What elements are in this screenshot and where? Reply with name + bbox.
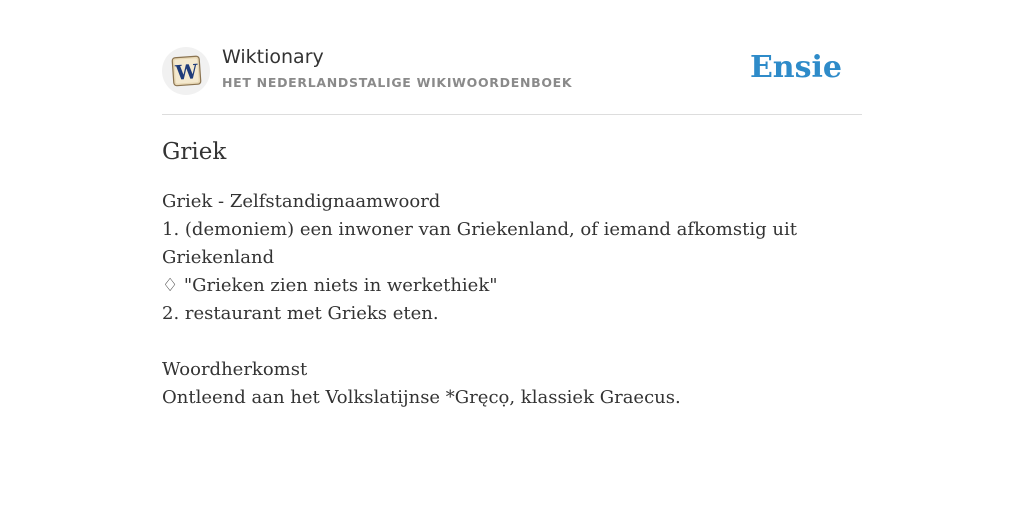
example-1: ♢ "Grieken zien niets in werkethiek" (162, 275, 498, 296)
page-title: Griek (162, 139, 227, 165)
logo-graphic (162, 47, 210, 95)
section-spacer (162, 328, 802, 356)
etymology-text: Ontleend aan het Volkslatijnse *Gręcọ, klassiek Graecus. (162, 387, 681, 408)
definition-2: 2. restaurant met Grieks eten. (162, 303, 439, 324)
ensie-brand-link[interactable]: Ensie (749, 50, 842, 85)
entry-content (162, 136, 802, 412)
definition-1: 1. (demoniem) een inwoner van Griekenland, of iemand afkomstig uit Griekenland (162, 219, 797, 268)
wiktionary-logo-icon[interactable] (162, 47, 210, 95)
site-title[interactable]: Wiktionary (222, 46, 324, 68)
site-header (162, 44, 862, 115)
etymology-heading: Woordherkomst (162, 359, 308, 380)
entry-heading: Griek - Zelfstandignaamwoord (162, 191, 441, 212)
site-subtitle: HET NEDERLANDSTALIGE WIKIWOORDENBOEK (222, 75, 573, 90)
logo-letter: W (174, 59, 199, 85)
